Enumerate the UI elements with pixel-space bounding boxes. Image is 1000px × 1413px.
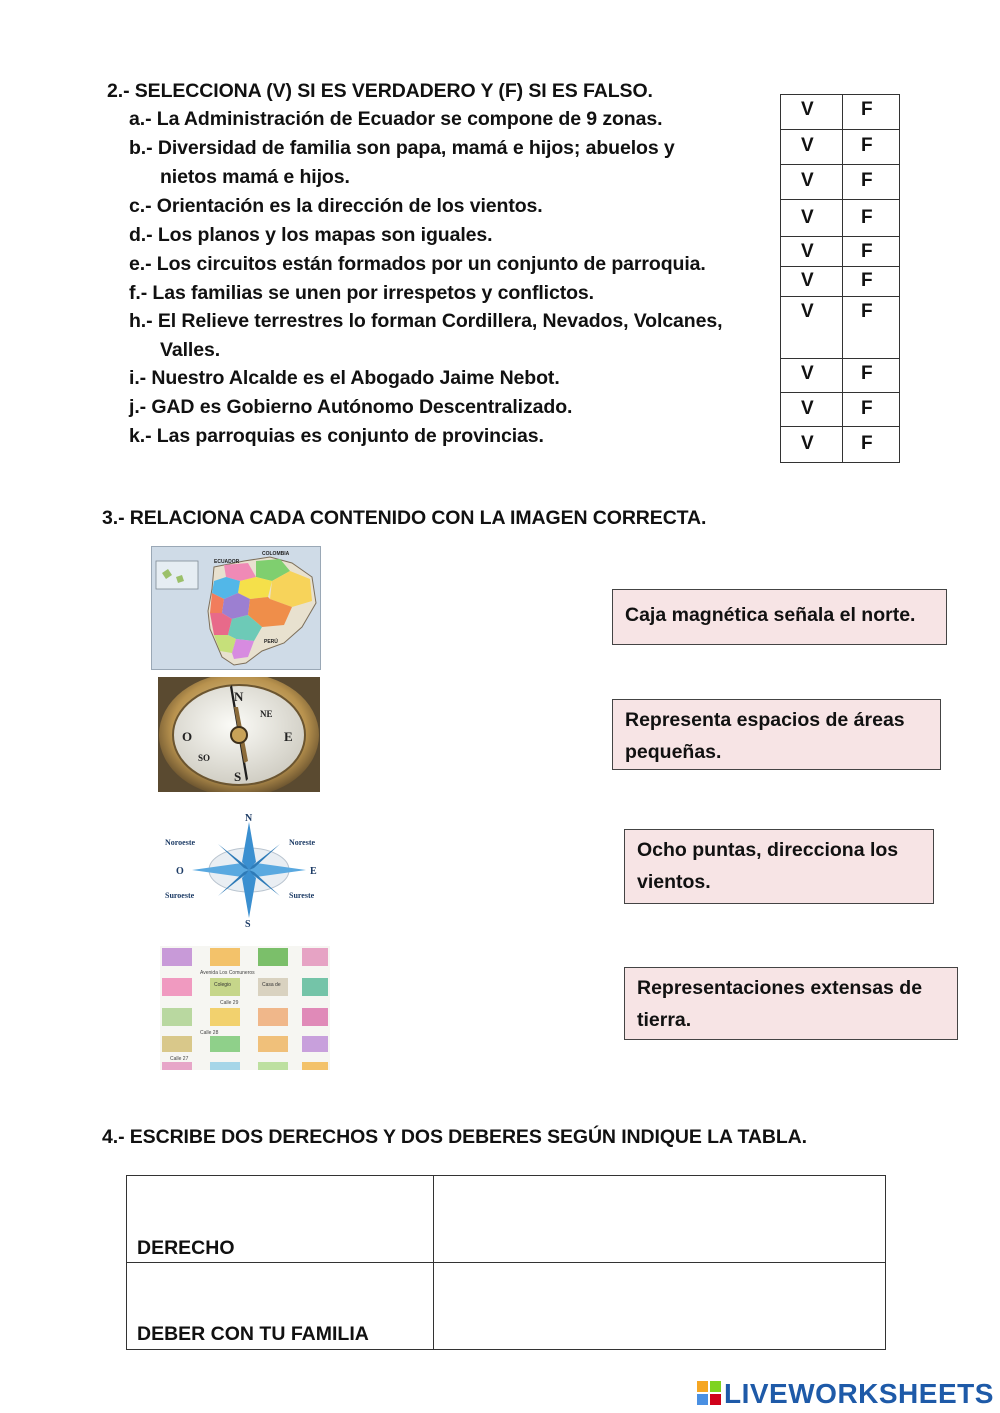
plan-label-calle27: Calle 27 — [170, 1056, 189, 1062]
plan-label-casa: Casa de — [262, 982, 281, 988]
option-f[interactable]: F — [861, 363, 873, 384]
statement-a: a.- La Administración de Ecuador se compone de 9 zonas. — [129, 108, 663, 130]
liveworksheets-logo-icon — [697, 1381, 721, 1405]
statement-h: h.- El Relieve terrestres lo forman Cordillera, Nevados, Volcanes, — [129, 310, 723, 332]
vf-row-h — [780, 296, 900, 359]
statement-h-cont: Valles. — [160, 339, 221, 361]
ecuador-map-image[interactable] — [151, 546, 321, 670]
option-v[interactable]: V — [801, 135, 814, 156]
section-4-title: 4.- ESCRIBE DOS DERECHOS Y DOS DEBERES SEGÚN INDIQUE LA TABLA. — [102, 1126, 807, 1148]
compass-label-n: N — [234, 689, 244, 704]
rose-label-s: S — [245, 919, 251, 930]
option-v[interactable]: V — [801, 363, 814, 384]
plan-label-calle28: Calle 28 — [200, 1030, 219, 1036]
match-box-plan[interactable]: Representa espacios de áreas pequeñas. — [612, 699, 941, 770]
row-label-derecho: DERECHO — [137, 1237, 235, 1259]
rose-label-sw: Suroeste — [165, 891, 195, 900]
option-f[interactable]: F — [861, 301, 873, 322]
option-v[interactable]: V — [801, 241, 814, 262]
compass-label-s: S — [234, 769, 242, 784]
option-v[interactable]: V — [801, 170, 814, 191]
option-f[interactable]: F — [861, 99, 873, 120]
vf-row-c — [780, 164, 900, 200]
option-v[interactable]: V — [801, 99, 814, 120]
match-box-wind-rose[interactable]: Ocho puntas, direcciona los vientos. — [624, 829, 934, 904]
vf-row-k — [780, 426, 900, 463]
section-3-title: 3.- RELACIONA CADA CONTENIDO CON LA IMAGEN CORRECTA. — [102, 507, 707, 529]
option-v[interactable]: V — [801, 270, 814, 291]
vf-row-b — [780, 129, 900, 165]
rights-duties-table — [126, 1175, 886, 1350]
rose-label-ne: Noreste — [289, 838, 316, 847]
section-2-title: 2.- SELECCIONA (V) SI ES VERDADERO Y (F) SI ES FALSO. — [107, 80, 653, 102]
statement-k: k.- Las parroquias es conjunto de provincias. — [129, 425, 544, 447]
plan-label-colegio: Colegio — [214, 982, 231, 988]
statement-b: b.- Diversidad de familia son papa, mamá e hijos; abuelos y — [129, 137, 675, 159]
option-v[interactable]: V — [801, 433, 814, 454]
statement-i: i.- Nuestro Alcalde es el Abogado Jaime Nebot. — [129, 367, 560, 389]
option-f[interactable]: F — [861, 241, 873, 262]
town-plan-image[interactable] — [160, 946, 330, 1070]
statement-f: f.- Las familias se unen por irrespetos y conflictos. — [129, 282, 594, 304]
option-f[interactable]: F — [861, 170, 873, 191]
map-label-ecuador: ECUADOR — [214, 559, 240, 565]
rose-label-o: O — [176, 866, 184, 877]
rose-label-e: E — [310, 866, 317, 877]
vf-row-i — [780, 358, 900, 393]
rose-label-n: N — [245, 813, 253, 824]
row-label-deber: DEBER CON TU FAMILIA — [137, 1323, 369, 1345]
vf-row-j — [780, 392, 900, 427]
vf-row-d — [780, 199, 900, 237]
option-v[interactable]: V — [801, 398, 814, 419]
match-box-compass[interactable]: Caja magnética señala el norte. — [612, 589, 947, 645]
option-v[interactable]: V — [801, 301, 814, 322]
rose-label-nw: Noroeste — [165, 838, 196, 847]
option-f[interactable]: F — [861, 270, 873, 291]
wind-rose-image[interactable] — [162, 810, 334, 930]
map-label-peru: PERÚ — [264, 639, 278, 645]
compass-label-so: SO — [198, 753, 211, 763]
option-f[interactable]: F — [861, 398, 873, 419]
compass-label-o: O — [182, 729, 193, 744]
compass-label-ne: NE — [260, 709, 273, 719]
option-v[interactable]: V — [801, 207, 814, 228]
compass-label-e: E — [284, 729, 293, 744]
map-label-colombia: COLOMBIA — [262, 551, 290, 557]
statement-c: c.- Orientación es la dirección de los vientos. — [129, 195, 543, 217]
plan-label-calle29: Calle 29 — [220, 1000, 239, 1006]
option-f[interactable]: F — [861, 433, 873, 454]
vf-row-a — [780, 94, 900, 130]
vf-row-f — [780, 266, 900, 297]
rose-label-se: Sureste — [289, 891, 315, 900]
statement-b-cont: nietos mamá e hijos. — [160, 166, 350, 188]
option-f[interactable]: F — [861, 207, 873, 228]
plan-label-avenue: Avenida Los Comuneros — [200, 970, 255, 976]
option-f[interactable]: F — [861, 135, 873, 156]
vf-row-e — [780, 236, 900, 267]
liveworksheets-logo[interactable]: LIVEWORKSHEETS — [724, 1378, 994, 1409]
answer-cell-derecho[interactable] — [435, 1176, 885, 1261]
statement-e: e.- Los circuitos están formados por un conjunto de parroquia. — [129, 253, 706, 275]
answer-cell-deber[interactable] — [435, 1264, 885, 1349]
statement-j: j.- GAD es Gobierno Autónomo Descentralizado. — [129, 396, 573, 418]
statement-d: d.- Los planos y los mapas son iguales. — [129, 224, 493, 246]
match-box-map[interactable]: Representaciones extensas de tierra. — [624, 967, 958, 1040]
compass-image[interactable] — [158, 677, 320, 792]
